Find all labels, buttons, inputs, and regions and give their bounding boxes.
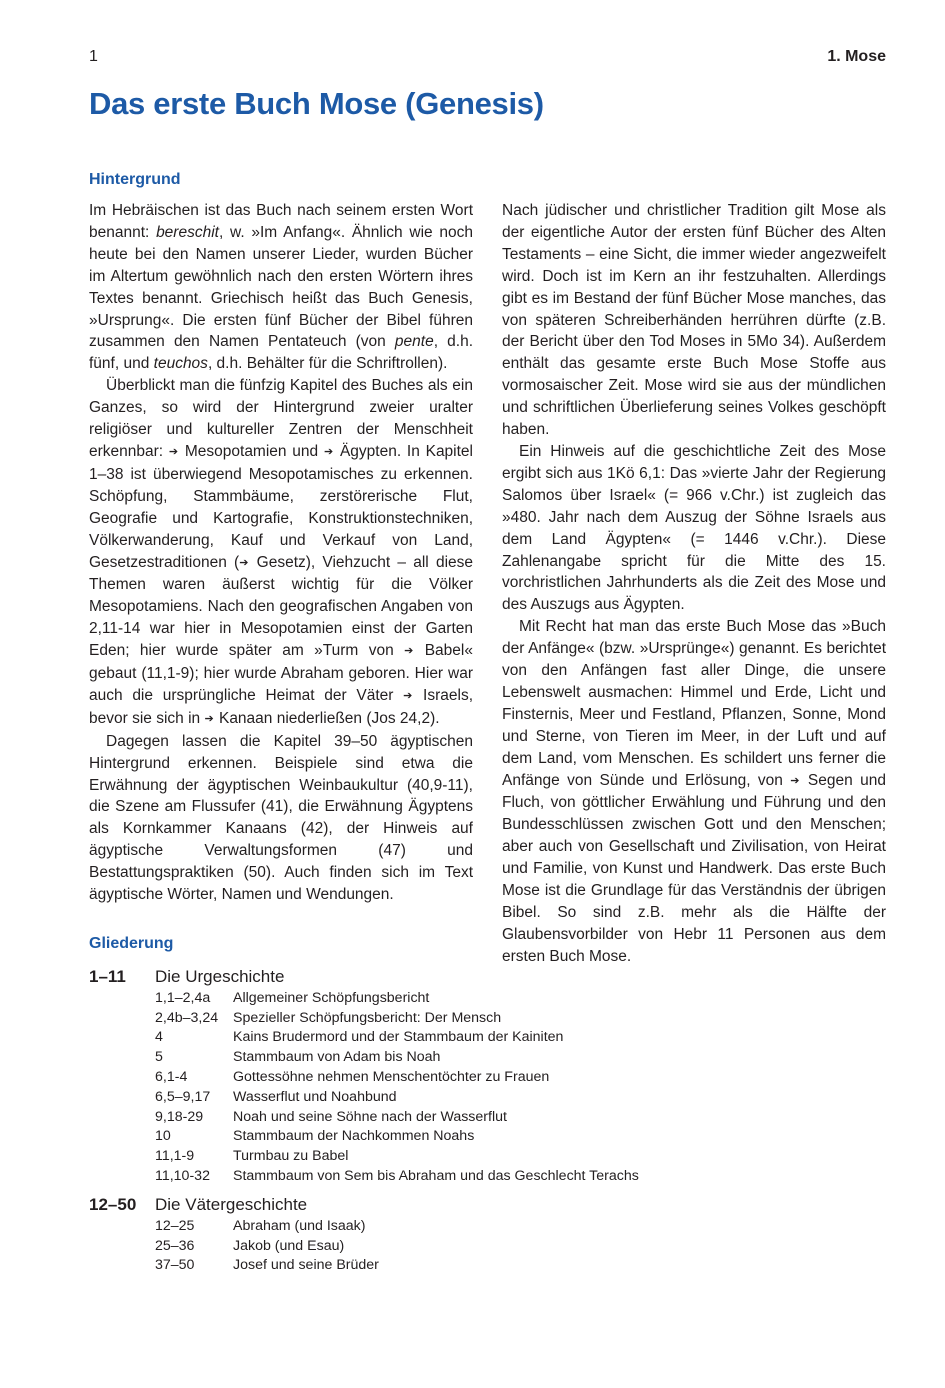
outline-item-title: Noah und seine Söhne nach der Wasserflut — [233, 1108, 507, 1125]
background-left-paragraph: Im Hebräischen ist das Buch nach seinem ersten Wort benannt: bereschit, w. »Im Anfang«. Ähnlich wie noch heute bei den Namen unserer Lieder, wurden Bücher im Altertum gewöhnlich nach den ersten Wörtern ihres Textes benannt. Griechisch heißt das Buch Genesis, »Ursprung«. Die ersten fünf Bücher der Bibel führen zusammen den Namen Pentateuch (von pente, d.h. fünf, und teuchos, d.h. Behälter für die Schriftrollen). — [89, 202, 474, 373]
outline-item — [89, 1107, 889, 1127]
outline-item-title: Josef und seine Brüder — [233, 1257, 379, 1274]
outline-item-title: Allgemeiner Schöpfungsbericht — [233, 989, 430, 1006]
background-right-paragraph: Ein Hinweis auf die geschichtliche Zeit des Mose ergibt sich aus 1Kö 6,1: Das »vierte Jahr der Regierung Salomos über Israel« (= 966 v.Chr.) ist zugleich das »480. Jahr nach dem Auszug der Söhne Israels aus dem Land Ägypten« (= 1446 v.Chr.). Diese Zahlenangabe spricht für die Mitte des 15. vorchristlichen Jahrhunderts als die Zeit des Mose und des Auszugs aus Ägypten. — [502, 442, 886, 614]
cross-reference-arrow-icon: ➔ — [404, 645, 414, 658]
outline-item — [89, 1216, 889, 1236]
outline-item-reference: 9,18-29 — [155, 1108, 204, 1125]
outline-item — [89, 1127, 889, 1147]
outline-item-reference: 5 — [155, 1049, 163, 1066]
outline-item-reference: 25–36 — [155, 1237, 195, 1254]
section-heading-background: Hintergrund — [89, 171, 181, 188]
background-column-left — [89, 200, 473, 906]
running-head: 1. Mose — [827, 48, 886, 65]
outline-item — [89, 1146, 889, 1166]
outline-item-title: Gottessöhne nehmen Menschentöchter zu Frauen — [233, 1069, 550, 1086]
outline-group-header — [89, 966, 889, 988]
outline-item-reference: 6,1-4 — [155, 1069, 188, 1086]
section-heading-outline: Gliederung — [89, 935, 174, 952]
outline-item — [89, 1087, 889, 1107]
outline-item-reference: 37–50 — [155, 1257, 195, 1274]
outline-item-title: Spezieller Schöpfungsbericht: Der Mensch — [233, 1009, 502, 1026]
outline-item-title: Turmbau zu Babel — [233, 1148, 349, 1165]
outline-item — [89, 1028, 889, 1048]
background-left-paragraph: Dagegen lassen die Kapitel 39–50 ägyptischen Hintergrund erkennen. Beispiele sind etwa die Erwähnung der ägyptischen Weinbaukultur (40,9-11), die Szene am Flussufer (41), die Erwähnung Ägyptens als Kornkammer Kanaans (42), der Hinweis auf ägyptische Verwaltungsformen (47) und Bestattungspraktiken (50). Auch finden sich im Text ägyptische Wörter, Namen und Wendungen. — [89, 732, 473, 904]
outline-group-title: Die Vätergeschichte — [155, 1194, 308, 1214]
outline-item-title: Wasserflut und Noahbund — [233, 1088, 397, 1105]
book-title: Das erste Buch Mose (Genesis) — [89, 86, 544, 121]
cross-reference-arrow-icon: ➔ — [790, 774, 800, 787]
background-right-paragraph: Mit Recht hat man das erste Buch Mose das »Buch der Anfänge« (bzw. »Ursprünge«) genannt. Es berichtet von den Anfängen fast aller Dinge, die unsere Lebenswelt ausmachen: Himmel und Erde, Licht und Finsternis, Meer und Festland, Pflanzen, Sonne, Mond und Sterne, von Tieren im Meer, in der Luft und auf dem Land, vom Menschen. Es schildert uns ferner die Anfänge von Sünde und Erlösung, von ➔ Segen und Fluch, von göttlicher Erwählung und Führung und den Bundesschlüssen zwischen Gott und den Menschen; aber auch von Gesellschaft und Zivilisation, von Heirat und Familie, von Kunst und Handwerk. Das erste Buch Mose ist die Grundlage für das Verständnis der übrigen Bibel. So sind z.B. mehr als die Hälfte der Glaubensvorbilder von Hebr 11 Personen aus dem ersten Buch Mose. — [502, 618, 886, 965]
background-right-paragraph: Nach jüdischer und christlicher Tradition gilt Mose als der eigentliche Autor der ersten fünf Bücher des Alten Testaments – eine Sicht, die immer wieder angezweifelt wird. Doch ist im Kern an ihr festzuhalten. Allerdings gibt es im Bestand der fünf Bücher Mose manches, das von späteren Schreiberhänden herrühren dürfte (z.B. der Bericht über den Tod Moses in 5Mo 34). Außerdem enthält das gesamte erste Buch Mose Stoffe aus vormosaischer Zeit. Mose wird sie aus der mündlichen und schriftlichen Überlieferung seines Volkes geschöpft haben. — [502, 202, 886, 439]
outline-group-range: 12–50 — [89, 1194, 137, 1214]
background-column-right — [502, 200, 886, 968]
outline-item-reference: 4 — [155, 1029, 163, 1046]
outline-group-range: 1–11 — [89, 967, 126, 986]
outline-item-reference: 11,10-32 — [155, 1168, 210, 1185]
cross-reference-arrow-icon: ➔ — [204, 712, 214, 725]
outline-item — [89, 1067, 889, 1087]
outline-item — [89, 1008, 889, 1028]
outline-item-reference: 6,5–9,17 — [155, 1088, 211, 1105]
outline-item-reference: 10 — [155, 1128, 171, 1145]
background-left-paragraph: Überblickt man die fünfzig Kapitel des Buches als ein Ganzes, so wird der Hintergrund zweier uralter religiöser und kultureller Zentren der Menschheit erkennbar: ➔ Mesopotamien und ➔ Ägypten. In Kapitel 1–38 ist überwiegend Mesopotamisches zu erkennen. Schöpfung, Stammbäume, zerstörerische Flut, Geografie und Kartografie, Konstruktionstechniken, Völkerwanderung, Kauf und Verkauf von Land, Gesetzestraditionen (➔ Gesetz), Viehzucht – all diese Themen waren äußerst wichtig für die Völker Mesopotamiens. Nach den geografischen Angaben von 2,11-14 war hier in Mesopotamien einst der Garten Eden; hier wurde später am »Turm von ➔ Babel« gebaut (11,1-9); hier wurde Abraham geboren. Hier war auch die ursprüngliche Heimat der Väter ➔ Israels, bevor sie sich in ➔ Kanaan niederließen (Jos 24,2). — [89, 377, 474, 727]
outline-item-reference: 12–25 — [155, 1217, 195, 1234]
outline-item-title: Kains Brudermord und der Stammbaum der Kainiten — [233, 1029, 564, 1046]
page-number: 1 — [89, 48, 98, 65]
cross-reference-arrow-icon: ➔ — [168, 445, 179, 458]
outline-group-title: Die Urgeschichte — [155, 967, 285, 986]
outline-item-reference: 1,1–2,4a — [155, 989, 211, 1006]
outline-group — [89, 1194, 889, 1275]
cross-reference-arrow-icon: ➔ — [323, 445, 334, 458]
outline-group-header — [89, 1194, 889, 1216]
outline-group — [89, 966, 889, 1186]
outline-item — [89, 1256, 889, 1276]
outline-item — [89, 988, 889, 1008]
outline-item — [89, 1236, 889, 1256]
cross-reference-arrow-icon: ➔ — [239, 556, 249, 569]
outline-item — [89, 1166, 889, 1186]
outline-item-title: Stammbaum von Sem bis Abraham und das Geschlecht Terachs — [233, 1168, 639, 1185]
outline-list — [89, 966, 889, 1283]
outline-item-title: Jakob (und Esau) — [233, 1237, 345, 1254]
outline-item-reference: 2,4b–3,24 — [155, 1009, 219, 1026]
outline-item-title: Stammbaum der Nachkommen Noahs — [233, 1128, 475, 1145]
outline-item-title: Stammbaum von Adam bis Noah — [233, 1049, 441, 1066]
outline-item — [89, 1047, 889, 1067]
outline-item-reference: 11,1-9 — [155, 1148, 195, 1165]
outline-item-title: Abraham (und Isaak) — [233, 1217, 366, 1234]
cross-reference-arrow-icon: ➔ — [403, 689, 413, 702]
